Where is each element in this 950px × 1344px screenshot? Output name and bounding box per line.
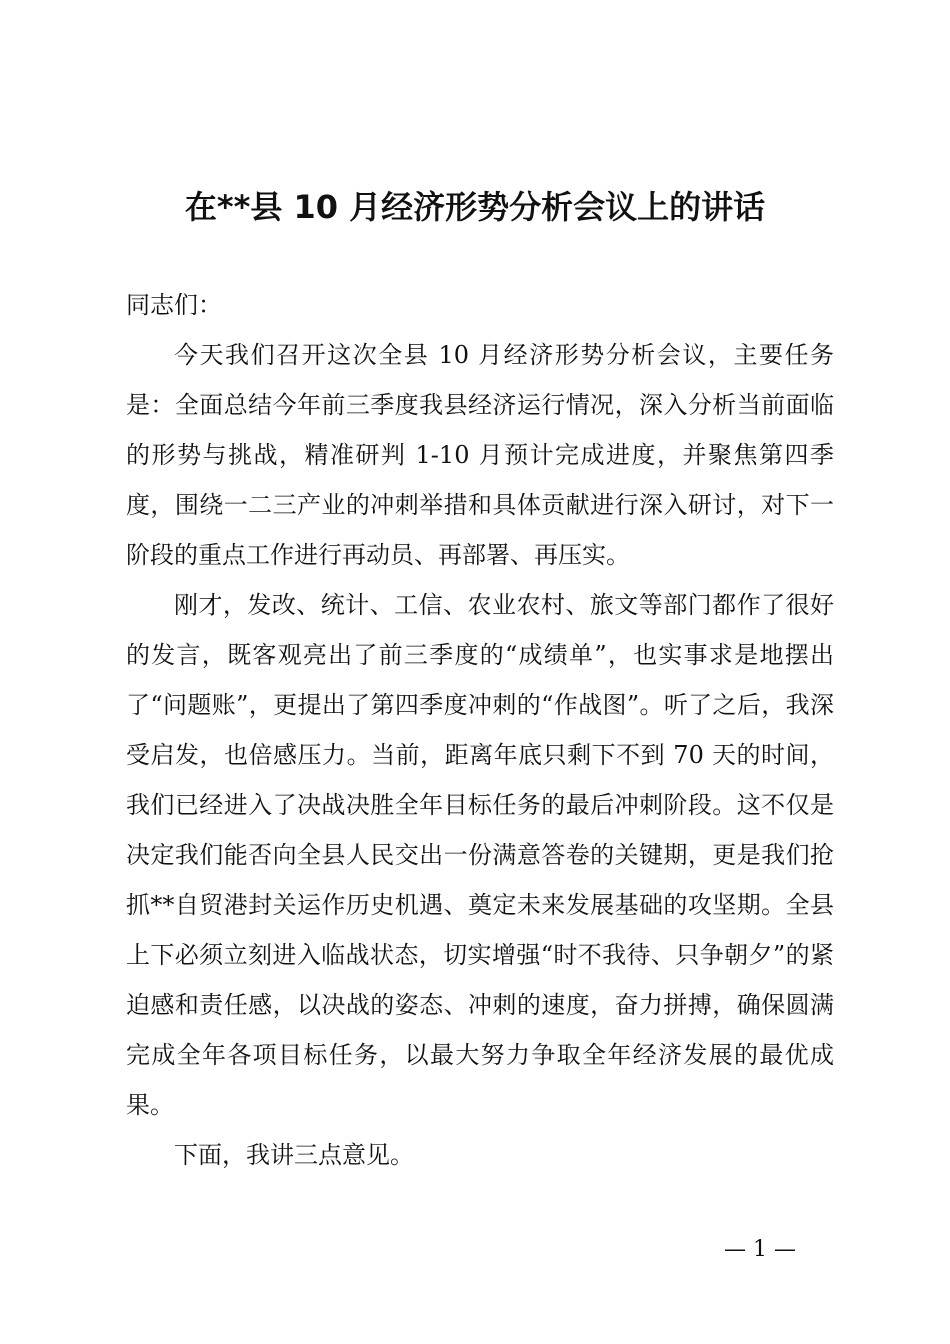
page-number: — 1 —	[724, 1237, 796, 1262]
salutation: 同志们：	[126, 291, 222, 319]
page-title: 在**县 10 月经济形势分析会议上的讲话	[184, 188, 766, 226]
paragraph-situation: 刚才，发改、统计、工信、农业农村、旅文等部门都作了很好的发言，既客观亮出了前三季度的“成绩单”，也实事求是地摆出了“问题账”，更提出了第四季度冲刺的“作战图”。听了之后，我深受启发，也倍感压力。当前，距离年底只剩下不到 70 天的时间，我们已经进入了决战决胜全年目标任务的最后冲刺阶段。这不仅是决定我们能否向全县人民交出一份满意答卷的关键期，更是我们抢抓**自贸港封关运作历史机遇、奠定未来发展基础的攻坚期。全县上下必须立刻进入临战状态，切实增强“时不我待、只争朝夕”的紧迫感和责任感，以决战的姿态、冲刺的速度，奋力拼搏，确保圆满完成全年各项目标任务，以最大努力争取全年经济发展的最优成果。	[126, 591, 834, 1119]
paragraph-intro: 今天我们召开这次全县 10 月经济形势分析会议，主要任务是：全面总结今年前三季度我县经济运行情况，深入分析当前面临的形势与挑战，精准研判 1-10 月预计完成进度，并聚焦第四季度，围绕一二三产业的冲刺举措和具体贡献进行深入研讨，对下一阶段的重点工作进行再动员、再部署、再压实。	[126, 341, 834, 569]
paragraph-transition: 下面，我讲三点意见。	[174, 1141, 414, 1169]
speech-body	[126, 280, 834, 1180]
